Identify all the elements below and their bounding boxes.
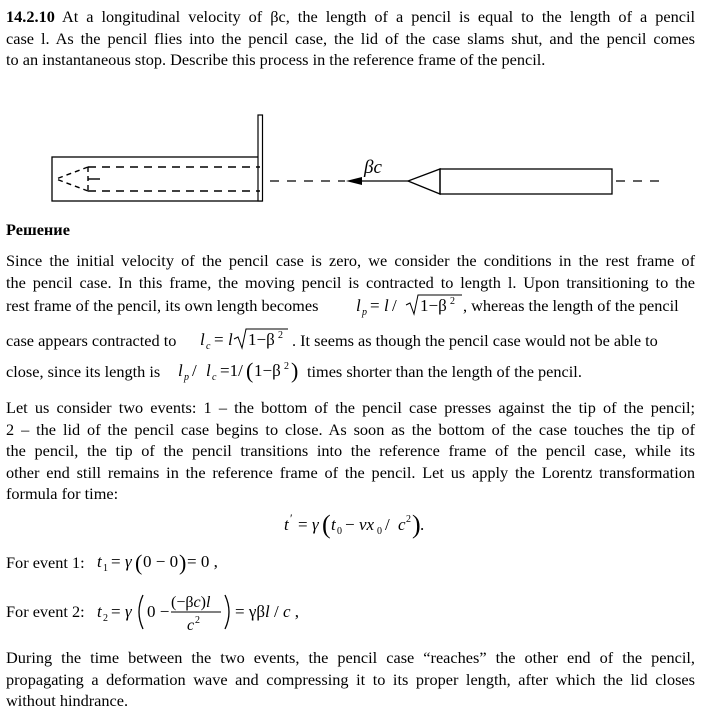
svg-text:=1/: =1/: [220, 361, 243, 380]
svg-text:vx: vx: [359, 515, 375, 534]
p3-line-3: without hindrance.: [6, 691, 129, 710]
p1-line-5-end: times shorter than the length of the pencil.: [307, 362, 582, 381]
p1-line-1: Since the initial velocity of the pencil case is zero, we consider the conditions in the rest frame of: [6, 251, 695, 270]
event-2-formula: [95, 587, 309, 637]
problem-number: 14.2.10: [6, 7, 55, 26]
svg-text:(: (: [246, 358, 254, 383]
pencil-case-lid: [258, 115, 263, 201]
p1-line-2: the pencil case. In this frame, the moving pencil is contracted to length l. Upon transitioning to the: [6, 272, 695, 292]
svg-text:c: c: [187, 617, 195, 634]
velocity-label: βc: [364, 157, 382, 178]
svg-text:=: =: [370, 296, 380, 315]
p2-line-1: Let us consider two events: 1 – the bottom of the pencil case presses against the tip of the pencil;: [6, 398, 695, 417]
svg-text:(−βc)l: (−βc)l: [171, 594, 211, 611]
svg-text:c: c: [398, 515, 406, 534]
svg-text:2: 2: [278, 330, 283, 341]
pencil-dashed-outline: [56, 167, 260, 191]
svg-text:(: (: [322, 510, 331, 539]
svg-text:0 − 0: 0 − 0: [143, 552, 179, 571]
p1-line-3: rest frame of the pencil, its own length becomes: [6, 296, 319, 315]
p2-line-3: the pencil, the tip of the pencil transitions into the reference frame of the pencil case, while its: [6, 441, 695, 460]
event-1-formula: [95, 548, 225, 578]
p2-line-4: other end still remains in the reference frame of the pencil. Let us apply the Lorentz transformation: [6, 462, 695, 482]
p1-line-4: case appears contracted to: [6, 331, 177, 350]
svg-text:2: 2: [284, 361, 289, 372]
svg-text:l: l: [384, 296, 389, 315]
p3-line-1: During the time between the two events, the pencil case “reaches” the other end of the pencil,: [6, 648, 695, 667]
svg-text:.: .: [420, 515, 425, 534]
svg-text:): ): [291, 358, 299, 383]
svg-text:p: p: [184, 372, 189, 383]
p2-line-2: 2 – the lid of the pencil case begins to close. As soon as the bottom of the case touches the tip of: [6, 419, 695, 439]
svg-text:t: t: [331, 515, 336, 534]
svg-text:t: t: [284, 515, 289, 534]
svg-text:l: l: [228, 330, 233, 349]
event-1-label: For event 1:: [6, 553, 85, 572]
solution-paragraph-1: [6, 250, 695, 293]
svg-text:t: t: [97, 552, 102, 571]
formula-case-length: [198, 326, 294, 352]
svg-text:l: l: [200, 330, 205, 349]
svg-text:1−β: 1−β: [254, 361, 281, 380]
svg-text:l: l: [356, 296, 361, 315]
svg-text:): ): [179, 550, 187, 575]
svg-text:= 0 ,: = 0 ,: [187, 552, 218, 571]
svg-text:1: 1: [103, 563, 108, 574]
lorentz-formula: [282, 509, 432, 541]
pencil-case-figure: [0, 108, 703, 208]
problem-line-1: 14.2.10 At a longitudinal velocity of βc, the length of a pencil is equal to the length of a pencil: [6, 7, 696, 26]
solution-paragraph-2: [6, 397, 695, 505]
svg-text:/: /: [192, 361, 197, 380]
pencil-tip: [408, 169, 440, 194]
problem-statement: [6, 6, 695, 71]
svg-text:γ: γ: [125, 552, 132, 571]
svg-text:′: ′: [290, 511, 293, 525]
p3-line-2: propagating a deformation wave and compressing it to its proper length, after which the lid closes: [6, 669, 695, 689]
svg-text:γ: γ: [312, 515, 319, 534]
solution-paragraph-3: [6, 647, 695, 712]
event-2-label: For event 2:: [6, 602, 85, 621]
svg-text:l: l: [206, 361, 211, 380]
p2-line-5: formula for time:: [6, 484, 119, 503]
svg-text:2: 2: [103, 613, 108, 624]
problem-line-2: case l. As the pencil flies into the pencil case, the lid of the case slams shut, and the pencil comes: [6, 28, 695, 48]
pencil-case-body: [52, 157, 262, 201]
svg-text:c: c: [212, 372, 217, 383]
p1-line-5: close, since its length is: [6, 362, 161, 381]
svg-text:=: =: [111, 602, 121, 621]
svg-text:= γβl / c ,: = γβl / c ,: [235, 602, 300, 621]
svg-text:(: (: [135, 550, 143, 575]
svg-text:0 −: 0 −: [147, 602, 170, 621]
svg-text:2: 2: [450, 296, 455, 307]
svg-text:−: −: [345, 515, 355, 534]
svg-text:=: =: [298, 515, 308, 534]
svg-text:=: =: [111, 552, 121, 571]
svg-text:l: l: [178, 361, 183, 380]
velocity-arrowhead: [346, 177, 362, 185]
svg-text:0: 0: [377, 526, 382, 537]
formula-length-ratio: [176, 357, 310, 385]
solution-heading: Решение: [6, 220, 70, 239]
p1-line-3-end: , whereas the length of the pencil: [463, 296, 679, 315]
svg-text:2: 2: [406, 514, 411, 525]
svg-text:1−β: 1−β: [248, 330, 275, 349]
svg-text:2: 2: [195, 615, 200, 626]
svg-text:c: c: [206, 341, 211, 352]
svg-text:γ: γ: [125, 602, 132, 621]
formula-proper-length: [354, 292, 466, 318]
svg-text:/: /: [392, 296, 397, 315]
svg-text:): ): [412, 510, 421, 539]
pencil-body: [440, 169, 612, 194]
svg-text:1−β: 1−β: [420, 296, 447, 315]
svg-text:=: =: [214, 330, 224, 349]
problem-line-3: to an instantaneous stop. Describe this process in the reference frame of the pencil.: [6, 50, 546, 69]
p1-line-4-end: . It seems as though the pencil case would not be able to: [292, 331, 658, 350]
svg-text:0: 0: [337, 526, 342, 537]
svg-text:t: t: [97, 602, 102, 621]
svg-text:p: p: [362, 307, 367, 318]
svg-text:/: /: [385, 515, 390, 534]
